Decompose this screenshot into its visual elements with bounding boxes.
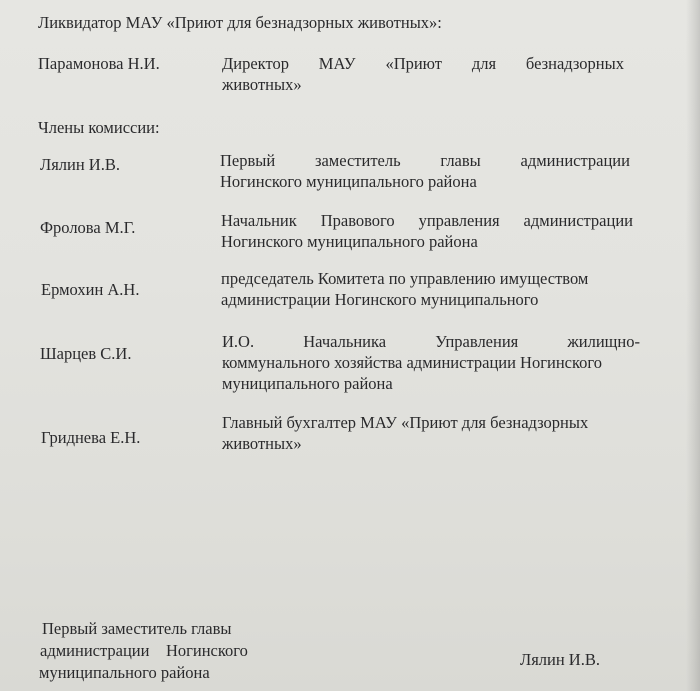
signature-name: Лялин И.В. xyxy=(520,650,600,669)
word: Правового xyxy=(320,211,395,230)
member-position-lyalin-line1 xyxy=(220,150,630,171)
member-position-shartsev-line1 xyxy=(222,331,640,352)
members-label: Члены комиссии: xyxy=(38,118,160,137)
signature-position-line2: администрации Ногинского xyxy=(40,641,248,660)
member-name-lyalin: Лялин И.В. xyxy=(40,155,120,174)
member-position-frolova-line2: Ногинского муниципального района xyxy=(221,232,478,251)
word: безнадзорных xyxy=(525,54,624,73)
word: Первый xyxy=(220,151,276,170)
signature-position-line3: муниципального района xyxy=(39,663,210,682)
liquidator-position-line2: животных» xyxy=(222,75,302,94)
word: Начальника xyxy=(303,332,387,351)
word: «Приют xyxy=(385,54,443,73)
word: для xyxy=(471,54,497,73)
word: администрации xyxy=(520,151,630,170)
member-name-shartsev: Шарцев С.И. xyxy=(40,344,132,363)
liquidator-name: Парамонова Н.И. xyxy=(38,54,160,73)
word: МАУ xyxy=(318,54,356,73)
signature-position-line1: Первый заместитель главы xyxy=(42,619,232,638)
member-position-ermokhin-line2: администрации Ногинского муниципального xyxy=(221,290,539,309)
liquidator-position-line1 xyxy=(222,53,624,74)
word: Управления xyxy=(435,332,519,351)
member-position-shartsev-line3: муниципального района xyxy=(222,374,393,393)
liquidator-header: Ликвидатор МАУ «Приют для безнадзорных животных»: xyxy=(38,13,442,32)
word: Начальник xyxy=(221,211,297,230)
member-position-frolova-line1 xyxy=(221,210,633,231)
word: жилищно- xyxy=(567,332,640,351)
member-position-shartsev-line2: коммунального хозяйства администрации Ногинского xyxy=(222,353,603,372)
member-name-gridneva: Гриднева Е.Н. xyxy=(41,428,141,447)
member-position-lyalin-line2: Ногинского муниципального района xyxy=(220,172,477,191)
member-position-gridneva-line1: Главный бухгалтер МАУ «Приют для безнадзорных xyxy=(222,413,589,432)
page-edge-shadow xyxy=(686,0,700,691)
word: главы xyxy=(440,151,481,170)
word: управления xyxy=(418,211,500,230)
member-name-frolova: Фролова М.Г. xyxy=(40,218,136,237)
member-position-gridneva-line2: животных» xyxy=(222,434,302,453)
word: Директор xyxy=(222,54,289,73)
word: администрации xyxy=(523,211,633,230)
member-position-ermokhin-line1: председатель Комитета по управлению имуществом xyxy=(221,269,589,288)
word: заместитель xyxy=(314,151,401,170)
member-name-ermokhin: Ермохин А.Н. xyxy=(41,280,140,299)
word: И.О. xyxy=(222,332,255,351)
